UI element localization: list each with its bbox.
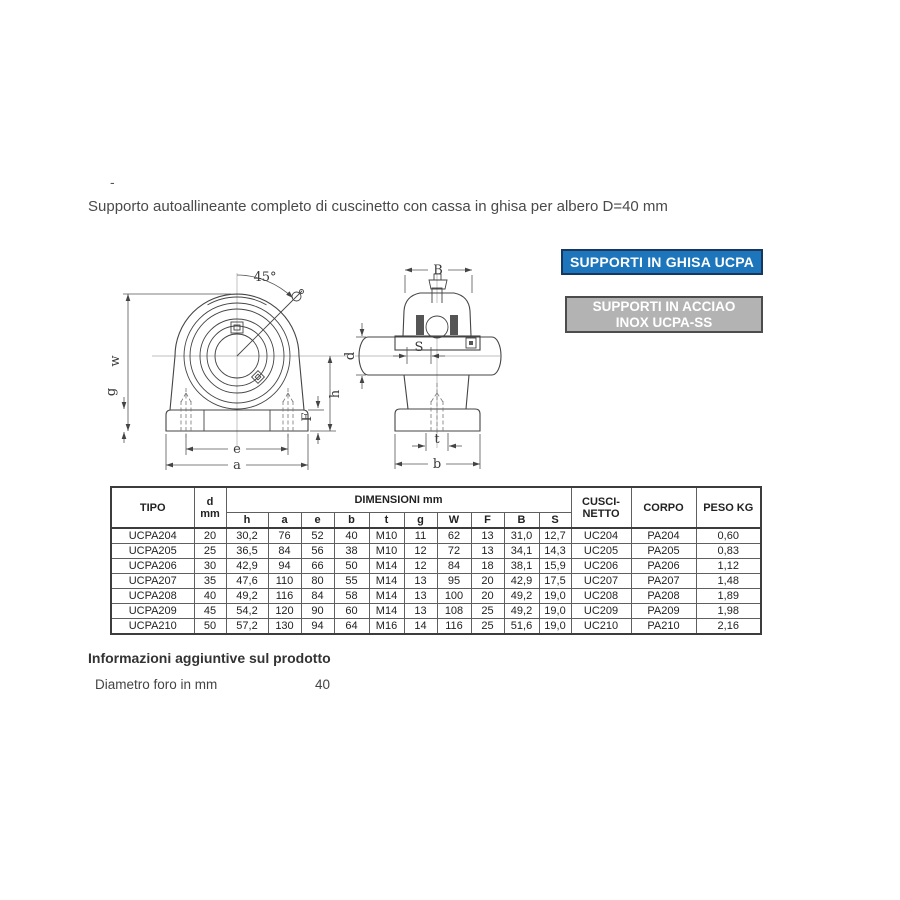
table-cell: 19,0 [539,619,571,635]
col-header-d-mm: d mm [194,487,226,528]
table-cell: 84 [437,559,471,574]
col-header-b: b [334,513,369,529]
table-cell: 1,12 [696,559,761,574]
table-row [111,559,761,574]
table-cell: 110 [268,574,301,589]
banner-supporti-ghisa-ucpa[interactable] [561,249,763,275]
table-cell: 19,0 [539,604,571,619]
col-header-B: B [504,513,539,529]
table-cell: 56 [301,544,334,559]
table-cell: 49,2 [504,589,539,604]
col-header-a: a [268,513,301,529]
col-header-cuscinetto: CUSCI- NETTO [571,487,631,528]
table-cell: 31,0 [504,528,539,544]
dim-label-b: b [432,457,442,472]
table-cell: UC209 [571,604,631,619]
table-cell: 13 [471,528,504,544]
dim-label-h: h [328,389,343,399]
table-cell: 14,3 [539,544,571,559]
table-cell: UC208 [571,589,631,604]
table-cell: 50 [334,559,369,574]
table-cell: 1,98 [696,604,761,619]
table-cell: 116 [437,619,471,635]
table-cell: UC206 [571,559,631,574]
info-label: Diametro foro in mm [95,677,218,692]
col-header-peso: PESO KG [696,487,761,528]
table-cell: 1,48 [696,574,761,589]
banner-ghisa-label: SUPPORTI IN GHISA UCPA [569,254,755,270]
table-cell: UCPA207 [111,574,194,589]
table-cell: 20 [471,574,504,589]
table-cell: M16 [369,619,404,635]
table-cell: PA207 [631,574,696,589]
table-cell: 76 [268,528,301,544]
table-cell: UCPA210 [111,619,194,635]
table-cell: 13 [404,604,437,619]
stray-mark: - [110,174,115,190]
table-cell: 64 [334,619,369,635]
dim-label-d: d [343,351,358,361]
table-row [111,604,761,619]
banner-inox-label [593,299,736,331]
table-cell: UCPA205 [111,544,194,559]
table-cell: 2,16 [696,619,761,635]
table-cell: PA208 [631,589,696,604]
table-cell: 55 [334,574,369,589]
table-cell: 72 [437,544,471,559]
side-view [343,263,501,472]
table-cell: UC207 [571,574,631,589]
table-cell: UCPA206 [111,559,194,574]
table-cell: 35 [194,574,226,589]
table-cell: M10 [369,528,404,544]
table-row [111,589,761,604]
table-cell: 116 [268,589,301,604]
table-row [111,574,761,589]
table-cell: 58 [334,589,369,604]
table-cell: 12,7 [539,528,571,544]
table-cell: 62 [437,528,471,544]
table-cell: 38 [334,544,369,559]
table-row [111,544,761,559]
table-cell: UC210 [571,619,631,635]
table-cell: 57,2 [226,619,268,635]
table-cell: PA209 [631,604,696,619]
table-cell: 15,9 [539,559,571,574]
table-cell: 54,2 [226,604,268,619]
table-cell: 1,89 [696,589,761,604]
table-row [111,619,761,635]
banner-inox-line1: SUPPORTI IN ACCIAO [592,298,736,314]
col-header-S: S [539,513,571,529]
table-cell: 45 [194,604,226,619]
col-header-tipo: TIPO [111,487,194,528]
table-cell: M14 [369,604,404,619]
table-cell: 84 [301,589,334,604]
table-cell: 12 [404,559,437,574]
col-header-corpo: CORPO [631,487,696,528]
table-cell: 25 [471,604,504,619]
col-header-W: W [437,513,471,529]
table-cell: UCPA209 [111,604,194,619]
table-cell: 50 [194,619,226,635]
page-title: Supporto autoallineante completo di cuscinetto con cassa in ghisa per albero D=40 mm [88,198,668,215]
dim-label-f: F [300,412,315,422]
front-view [104,270,347,473]
dim-label-a: a [233,458,241,473]
banner-supporti-acciaio-inox[interactable] [565,296,763,333]
table-cell: 90 [301,604,334,619]
table-cell: 30,2 [226,528,268,544]
technical-drawing [100,243,580,483]
col-header-g: g [404,513,437,529]
col-header-h: h [226,513,268,529]
table-cell: 80 [301,574,334,589]
table-cell: 12 [404,544,437,559]
table-cell: 94 [301,619,334,635]
table-cell: 17,5 [539,574,571,589]
info-value: 40 [315,677,331,692]
table-body [111,528,761,634]
table-cell: 94 [268,559,301,574]
table-cell: UCPA204 [111,528,194,544]
table-cell: PA206 [631,559,696,574]
col-header-F: F [471,513,504,529]
table-cell: 25 [471,619,504,635]
table-cell: 34,1 [504,544,539,559]
table-cell: 47,6 [226,574,268,589]
table-cell: 84 [268,544,301,559]
col-header-t: t [369,513,404,529]
table-cell: 120 [268,604,301,619]
dim-label-w: w [108,355,123,367]
table-cell: 40 [334,528,369,544]
info-row [95,677,331,692]
table-cell: 60 [334,604,369,619]
table-cell: 40 [194,589,226,604]
table-cell: 19,0 [539,589,571,604]
col-header-dimensioni: DIMENSIONI mm [226,487,571,513]
banner-inox-line2: INOX UCPA-SS [615,314,713,330]
table-cell: 20 [471,589,504,604]
col-header-e: e [301,513,334,529]
table-cell: UCPA208 [111,589,194,604]
table-cell: PA205 [631,544,696,559]
table-cell: M14 [369,589,404,604]
table-cell: 49,2 [504,604,539,619]
table-cell: M10 [369,544,404,559]
dimensions-table [110,486,762,635]
table-cell: M14 [369,574,404,589]
table-cell: 95 [437,574,471,589]
table-cell: UC205 [571,544,631,559]
table-cell: PA210 [631,619,696,635]
dim-label-45: 45° [253,270,277,285]
dim-label-e: e [233,442,241,457]
table-cell: 108 [437,604,471,619]
dim-label-g: g [104,387,119,397]
info-heading: Informazioni aggiuntive sul prodotto [88,650,331,666]
table-cell: 49,2 [226,589,268,604]
table-cell: 42,9 [226,559,268,574]
table-cell: PA204 [631,528,696,544]
table-cell: UC204 [571,528,631,544]
table-row [111,528,761,544]
table-cell: 13 [471,544,504,559]
table-cell: 13 [404,574,437,589]
table-cell: 20 [194,528,226,544]
dim-label-s: S [414,340,424,355]
table-cell: 42,9 [504,574,539,589]
table-cell: 38,1 [504,559,539,574]
dim-label-t: t [434,432,440,447]
table-cell: 100 [437,589,471,604]
table-cell: 52 [301,528,334,544]
table-cell: 11 [404,528,437,544]
table-cell: 0,83 [696,544,761,559]
table-cell: 13 [404,589,437,604]
table-cell: 18 [471,559,504,574]
table-cell: 14 [404,619,437,635]
table-cell: 130 [268,619,301,635]
dim-label-B: B [433,263,443,278]
table-cell: 36,5 [226,544,268,559]
table-cell: 0,60 [696,528,761,544]
table-cell: 30 [194,559,226,574]
table-cell: 25 [194,544,226,559]
table-cell: 51,6 [504,619,539,635]
table-cell: 66 [301,559,334,574]
table-cell: M14 [369,559,404,574]
